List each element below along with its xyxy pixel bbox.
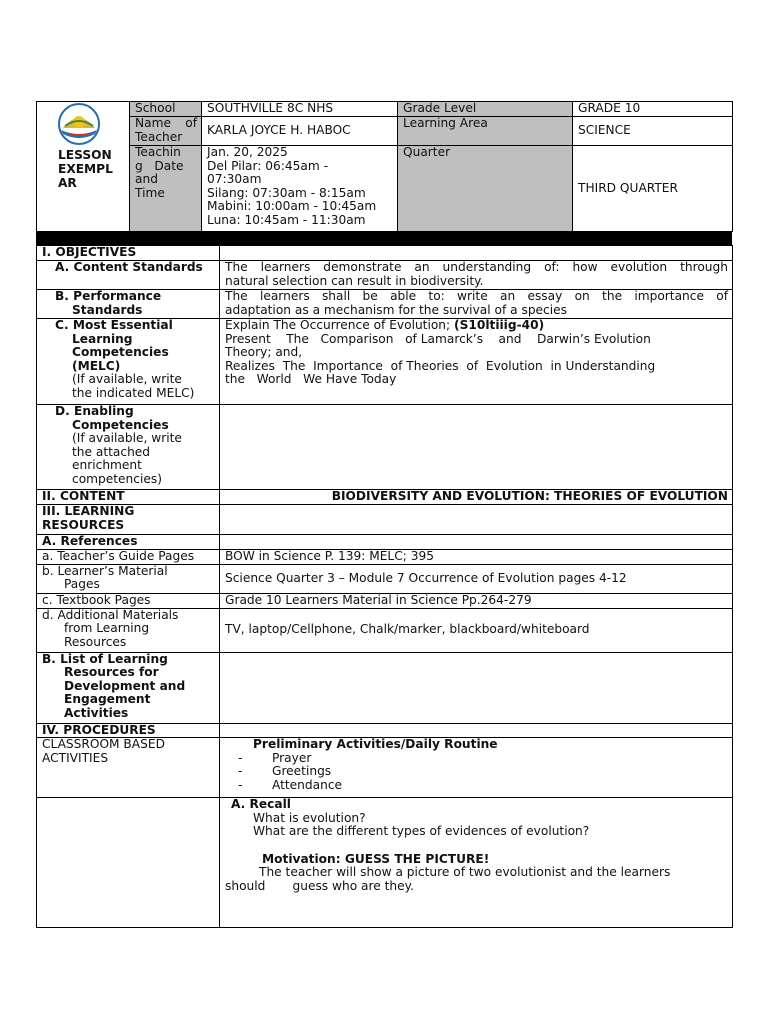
learning-area-label: Learning Area	[398, 117, 573, 146]
melc-code: (S10ltiiig-40)	[454, 318, 545, 332]
preliminary-title: Preliminary Activities/Daily Routine	[253, 737, 498, 752]
motivation-title: Motivation: GUESS THE PICTURE!	[262, 851, 490, 866]
quarter-label: Quarter	[398, 146, 573, 232]
enabling-competencies-label: D. Enabling Competencies (If available, write the attached enrichment competencies)	[37, 405, 220, 490]
list-item: - Prayer	[228, 752, 728, 766]
recall-question: What are the different types of evidences of evolution?	[253, 824, 590, 839]
list-item: - Attendance	[228, 779, 728, 793]
learning-area-value: SCIENCE	[573, 117, 733, 146]
content-standards-text: The learners demonstrate an understanding of: how evolution through natural selection can result in biodiversity.	[220, 261, 733, 290]
teaching-date-label: Teachin g Date and Time	[130, 146, 202, 232]
motivation-text: The teacher will show a picture of two evolutionist and the learners	[259, 865, 671, 880]
grade-level-label: Grade Level	[398, 102, 573, 117]
school-label: School	[130, 102, 202, 117]
learning-resources-heading: III. LEARNING RESOURCES	[37, 505, 220, 535]
classroom-activities-label: CLASSROOM BASED ACTIVITIES	[37, 738, 220, 798]
list-of-resources-label: B. List of Learning Resources for Development and Engagement Activities	[37, 652, 220, 723]
teacher-label: Name of Teacher	[130, 117, 202, 146]
content-title: BIODIVERSITY AND EVOLUTION: THEORIES OF EVOLUTION	[220, 490, 733, 505]
grade-level-value: GRADE 10	[573, 102, 733, 117]
lesson-exemplar-label: LESSON EXEMPL AR	[58, 148, 113, 190]
objectives-blank	[220, 246, 733, 261]
textbook-pages-value: Grade 10 Learners Material in Science Pp.264-279	[220, 593, 733, 608]
enabling-competencies-blank	[220, 405, 733, 490]
recall-section	[220, 798, 733, 928]
textbook-pages-label: c. Textbook Pages	[37, 593, 220, 608]
quarter-value: THIRD QUARTER	[573, 146, 733, 232]
references-label: A. References	[37, 535, 220, 550]
recall-question: What is evolution?	[253, 810, 366, 825]
teachers-guide-label: a. Teacher’s Guide Pages	[37, 549, 220, 564]
additional-materials-value: TV, laptop/Cellphone, Chalk/marker, blackboard/whiteboard	[220, 608, 733, 652]
learners-material-label: b. Learner’s Material Pages	[37, 564, 220, 593]
school-value: SOUTHVILLE 8C NHS	[202, 102, 398, 117]
header-table	[36, 101, 733, 232]
performance-standards-label: B. Performance Standards	[37, 290, 220, 319]
procedures-blank	[220, 723, 733, 738]
melc-text: Explain The Occurrence of Evolution; (S10ltiiig-40) Present The Comparison of Lamarck’s and Darwin’s Evolution Theory; and, Realizes The Importance of Theories of Evolution in Understanding the World We Have Today	[220, 319, 733, 405]
teachers-guide-value: BOW in Science P. 139: MELC; 395	[220, 549, 733, 564]
teaching-date-value: Jan. 20, 2025 Del Pilar: 06:45am - 07:30am Silang: 07:30am - 8:15am Mabini: 10:00am - 10:45am Luna: 10:45am - 11:30am	[202, 146, 398, 232]
teacher-value: KARLA JOYCE H. HABOC	[202, 117, 398, 146]
references-blank	[220, 535, 733, 550]
lesson-table	[36, 245, 733, 928]
list-item: - Greetings	[228, 765, 728, 779]
motivation-text: should guess who are they.	[225, 878, 414, 893]
learning-resources-blank	[220, 505, 733, 535]
objectives-heading: I. OBJECTIVES	[37, 246, 220, 261]
additional-materials-label: d. Additional Materials from Learning Resources	[37, 608, 220, 652]
procedures-heading: IV. PROCEDURES	[37, 723, 220, 738]
logo-cell	[37, 102, 130, 232]
preliminary-activities	[220, 738, 733, 798]
content-heading: II. CONTENT	[37, 490, 220, 505]
school-seal-logo-icon	[55, 102, 103, 146]
melc-label: C. Most Essential Learning Competencies (MELC) (If available, write the indicated MELC)	[37, 319, 220, 405]
performance-standards-text: The learners shall be able to: write an essay on the importance of adaptation as a mechanism for the survival of a species	[220, 290, 733, 319]
list-of-resources-blank	[220, 652, 733, 723]
section-divider-bar	[36, 231, 732, 245]
content-standards-label: A. Content Standards	[37, 261, 220, 290]
recall-blank	[37, 798, 220, 928]
learners-material-value: Science Quarter 3 – Module 7 Occurrence of Evolution pages 4-12	[220, 564, 733, 593]
recall-title: A. Recall	[231, 797, 291, 812]
